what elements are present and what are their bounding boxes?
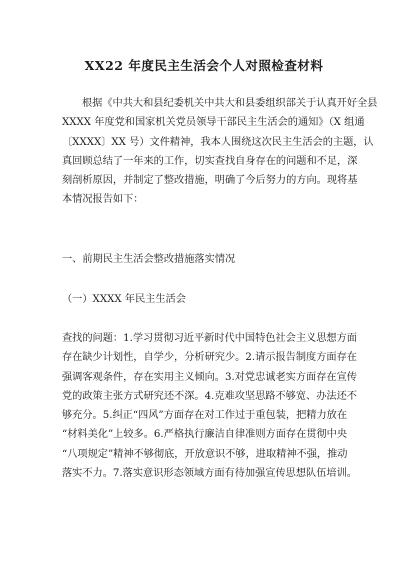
intro-line: 本情况报告如下： — [62, 194, 144, 206]
intro-line: XXXX 年度党和国家机关党员领导干部民主生活会的通知》（X 组通 — [62, 117, 365, 129]
problems-line: 落实不力。7.落实意识形态领域方面有待加强宣传思想队伍培训。 — [62, 468, 357, 480]
intro-paragraph — [62, 94, 378, 210]
problems-line: 够充分。5.纠正“四风”方面存在对工作过于重包装，把精力放在 — [62, 410, 348, 422]
problems-line: 党的政策主张方式研究还不深。4.克难攻坚思路不够宽、办法还不 — [62, 390, 357, 402]
section-heading: 一、前期民主生活会整改措施落实情况 — [62, 254, 236, 265]
intro-line: 刻剖析原因，并制定了整改措施，明确了今后努力的方向。现将基 — [62, 175, 358, 187]
problems-line: 存在缺少计划性，自学少，分析研究少。2.请示报告制度方面存在 — [62, 352, 357, 364]
document-title: XX22 年度民主生活会个人对照检查材料 — [84, 58, 324, 73]
problems-line: 强调客观条件，存在实用主义倾向。3.对党忠诚老实方面存在宣传 — [62, 371, 357, 383]
problems-line: “材料美化”上较多。6.严格执行廉洁自律准则方面存在贯彻中央 — [62, 429, 348, 441]
problems-line: 查找的问题：1.学习贯彻习近平新时代中国特色社会主义思想方面 — [62, 333, 357, 344]
problems-line: “八项规定”精神不够彻底，开放意识不够，进取精神不强，推动 — [62, 448, 348, 460]
intro-line: 〔XXXX〕XX 号）文件精神，我本人围绕这次民主生活会的主题，认 — [62, 136, 374, 148]
intro-line: 根据《中共大和县纪委机关中共大和县委组织部关于认真开好全县 — [82, 98, 378, 109]
intro-line: 真回顾总结了一年来的工作，切实查找自身存在的问题和不足，深 — [62, 155, 358, 167]
problems-paragraph — [62, 329, 357, 483]
subsection-heading: （一）XXXX 年民主生活会 — [62, 294, 186, 305]
